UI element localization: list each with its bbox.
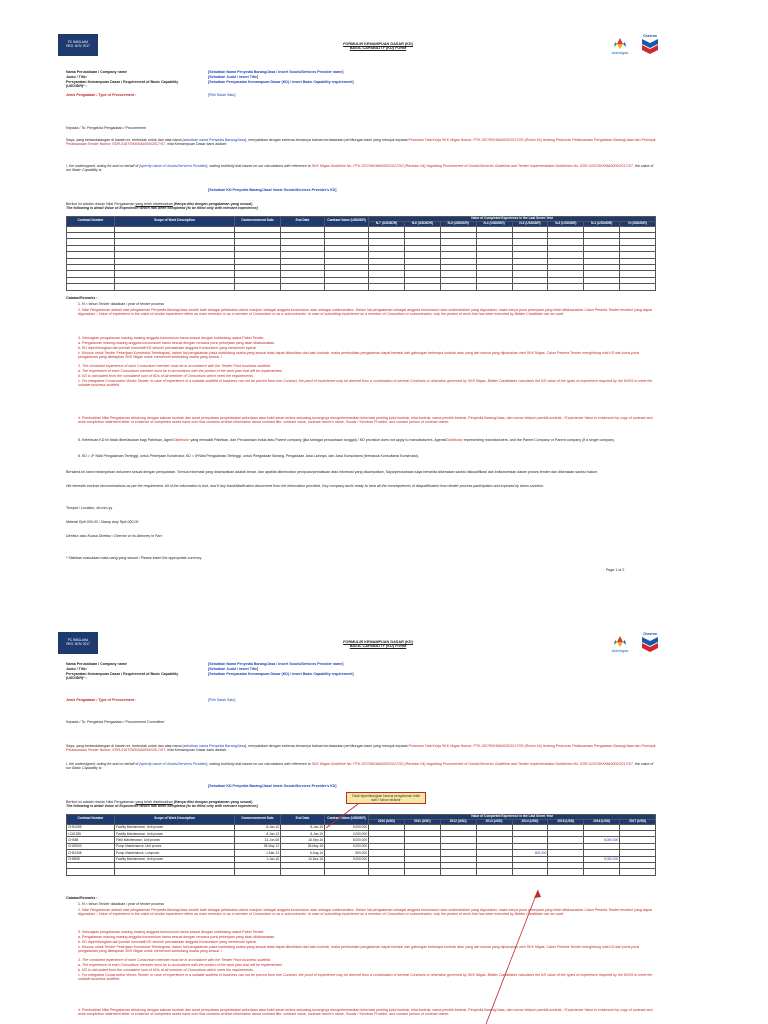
- closing-en: We herewith enclose documentations as per the requirement. All of the information is true, and if any fraud/falsification discovered from the information provided, I/my company am/is ready to bear all the consequences of disqualification from tender process participation and imposed by taken sanction.: [66, 484, 545, 488]
- remark-2-2: 2. Nilai Pengalaman adalah nilai pengalaman Penyedia Barang/Jasa sendiri baik sebagai pelaksana utama maupun sebagai anggota konsorsium atau sebagai subkontraktor. Dalam hal pengalaman sebagai anggota konsorsium atau subkontraktor yang digunakan, maka hanya porsi pekerjaan yang telah dilaksanakan Calon Peserta Tender tersebut yang dapat digunakan. / Value of experience is the value of similar experience either as main executor or as a member of Consortium or as a subcontractor. In case of submitting experience as a member of Consortium or subcontractor, only the portion of work that has been executed by Bidder Candidate can be used.: [78, 908, 652, 917]
- remark-4: 4. Pembuktian Nilai Pengalaman didukung dengan salinan kontrak dan surat pernyataan penyelesaian pekerjaan atau bukti serah terima sekurang-kurangnya menginformasikan informasi penting judul kontrak, nilai kontrak, nama pemilik kontrak, Penyedia Barang/Jasa, dan nomor telepon pemilik kontrak. / Experience Value is evidenced by copy of contract and work completion statement letter or evidence of completed works hand over that contains at least information about contract title, contract value, contract owner's name, Goods / Services Provider, and contact person of contract owner.: [78, 416, 653, 425]
- col-year: 2012 (USD): [440, 819, 476, 824]
- arrow-head-icon: [534, 890, 541, 898]
- statement-id-2: Saya, yang bertandatangan di bawah ini, bertindak untuk dan atas nama [sebutkan nama Penyedia Barang/Jasa], menyatakan dengan sebenar-benarnya bahwa berdasarkan perhitungan kami yang merujuk kepada Pedoman Tata Kerja SKK Migas Nomor: PTK-007/SKKMA0000/2017/S0 (Revisi 04) tentang Pedoman Pelaksanaan Pengadaan Barang/Jasa dan Petunjuk Pelaksanaan Tender Nomor: EDR-0167/SKKMA0000/2017/S7, nilai Kemampuan Dasar kami adalah:: [66, 744, 656, 753]
- table-cell[interactable]: [512, 284, 548, 290]
- remark-3c-en-2: c. For integrated Construction Works Tender, in case of experience in a suitable subfield of business can not be proven from one Contract, the proof of experience may be derived from a combination of several Contracts or otherwise governed by SKK Migas. Bidder Candidates calculates the KD value of the types of experience required by the KKKS to meet the suitable business subfield.: [78, 973, 653, 982]
- svg-text:skkmigas: skkmigas: [611, 648, 629, 653]
- cell-no[interactable]: LC61285: [67, 830, 115, 836]
- annotation-arrows: [58, 628, 665, 1024]
- cell-value[interactable]: 5,000,000: [325, 824, 369, 830]
- table-cell[interactable]: [369, 284, 405, 290]
- table-cell[interactable]: [325, 284, 369, 290]
- procurement-type-select-2[interactable]: [Pilih Salah Satu]: [208, 698, 236, 702]
- remark-3-en-2: 3. The combined experience of each Consortium member must be in accordance with the Tender Pack business subfield.: [78, 958, 271, 962]
- remark-3a-en: a. The experience of each Consortium member must be in accordance with the portion of the work plan that will be implemented.: [78, 369, 283, 373]
- col-end-date: End Date: [281, 815, 325, 825]
- table-cell[interactable]: [620, 284, 656, 290]
- table-cell[interactable]: [584, 284, 620, 290]
- col-year: N (USD/IDR): [620, 221, 656, 226]
- remark-3a-en-2: a. The experience of each Consortium member must be in accordance with the portion of the work plan that will be implemented.: [78, 963, 283, 967]
- stamp-duty: Meterai Rp6.000,00 / Stamp duty Rp6.000,00: [66, 520, 139, 524]
- svg-text:skkmigas: skkmigas: [611, 50, 629, 55]
- cell-value[interactable]: 2,000,000: [325, 830, 369, 836]
- col-year: N-2 (USD/IDR): [548, 221, 584, 226]
- procurement-type-label-2: Jenis Pengadaan / Type of Procurement :: [66, 698, 137, 702]
- cell-scope[interactable]: Facility Maintenance, Unit proses: [115, 856, 235, 862]
- remark-3b: b. KD diperhitungkan dari jumlah kumulatif KD seluruh perusahaan anggota Konsorsium yang memenuhi syarat.: [78, 346, 257, 350]
- cell-end[interactable]: 28-May-18: [281, 843, 325, 849]
- cell-start[interactable]: 1-Mar-13: [235, 850, 281, 856]
- cell-scope[interactable]: Pump Maintenance, Unit proses: [115, 843, 235, 849]
- col-commencement: Commencement Date: [235, 217, 281, 227]
- remark-5: 5. Ketentuan KD ini tidak diberlakukan bagi Pabrikan, Agen/Distributor yang mewakili Pabrikan, dan Perusahaan Induk atau Parent company (jika sebagai perusahaan tunggal) / KD provision does not apply to manufacturers, Agents/Distributor representing manufacturers, and the Parent Company or Parent company (if a single company.: [78, 438, 615, 442]
- svg-text:Chevron: Chevron: [643, 34, 657, 38]
- col-year: N-7 (USD/IDR): [369, 221, 405, 226]
- cell-year-value[interactable]: 800,000: [512, 850, 548, 856]
- table-cell[interactable]: [235, 284, 281, 290]
- arrow-line: [486, 890, 538, 1024]
- remark-3-intro: 3. Sebuagian pengalaman masing-masing anggota konsorsium harus sesuai dengan subbidang usaha Paket Tender.: [78, 336, 265, 340]
- remark-3b-2: b. KD diperhitungkan dari jumlah kumulatif KD seluruh perusahaan anggota Konsorsium yang memenuhi syarat.: [78, 940, 257, 944]
- callout-note: Tidak diperhitungkan karena pengalaman lebih dari 7 tahun terakhir: [346, 792, 426, 804]
- remark-3a: a. Pengalaman masing-masing anggota konsorsium harus sesuai dengan rencana porsi pekerjaan yang akan dilaksanakan.: [78, 341, 276, 345]
- table-row: [67, 284, 656, 290]
- form-title: [258, 42, 498, 50]
- col-year: 2016 (USD): [584, 819, 620, 824]
- cell-start[interactable]: 8-Jan-10: [235, 824, 281, 830]
- col-contract-number: Contract Number: [67, 217, 115, 227]
- logos: [603, 32, 663, 56]
- remark-3-en: 3. The combined experience of each Consortium member must be in accordance with the Tender Pack business subfield.: [78, 364, 271, 368]
- title-label: Judul / Title:: [66, 75, 88, 79]
- col-year: 2010 (USD): [369, 819, 405, 824]
- remark-3b-en-2: b. KD is calculated from the cumulative sum of KDs of all member of Consortium which meet the requirements.: [78, 968, 254, 972]
- chevron-logo-icon: [639, 32, 661, 54]
- page-header: [58, 30, 665, 56]
- col-contract-number: Contract Number: [67, 815, 115, 825]
- cell-no[interactable]: CHS85: [67, 837, 115, 843]
- table-cell[interactable]: [404, 284, 440, 290]
- form-title-en-2: BASIC CAPABILITY (KD) FORM: [349, 644, 407, 649]
- col-group-experience: Value of Completed Experience in the Last Seven Year: [369, 217, 656, 222]
- remark-2: 2. Nilai Pengalaman adalah nilai pengalaman Penyedia Barang/Jasa sendiri baik sebagai pelaksana utama maupun sebagai anggota konsorsium atau sebagai subkontraktor. Dalam hal pengalaman sebagai anggota konsorsium atau subkontraktor yang digunakan, maka hanya porsi pekerjaan yang telah dilaksanakan Calon Peserta Tender tersebut yang dapat digunakan. / Value of experience is the value of similar experience either as main executor or as a member of Consortium or as a subcontractor. In case of submitting experience as a member of Consortium or subcontractor, only the portion of work that has been executed by Bidder Candidate can be used.: [78, 308, 652, 317]
- procurement-type-label: Jenis Pengadaan / Type of Procurement :: [66, 93, 137, 97]
- table-cell[interactable]: [548, 284, 584, 290]
- footnote: * Silahkan masukkan mata uang yang sesuai / Please insert the appropriate currency: [66, 556, 202, 560]
- cell-end[interactable]: 5-Aug-15: [281, 850, 325, 856]
- company-logo-box-2: PC IMIGLAHA REG. NOV 2017: [58, 632, 98, 654]
- form-title-en: BASIC CAPABILITY (KD) FORM: [349, 46, 407, 51]
- col-year: N-5 (USD/IDR): [440, 221, 476, 226]
- cell-scope[interactable]: Field Maintenance, Unit proses: [115, 837, 235, 843]
- table-cell[interactable]: [440, 284, 476, 290]
- cell-year-value[interactable]: 9,000,000: [584, 856, 620, 862]
- remark-3b-en: b. KD is calculated from the cumulative sum of KDs of all member of Consortium which meet the requirements.: [78, 374, 254, 378]
- cell-no[interactable]: CH51358: [67, 850, 115, 856]
- remark-3-intro-2: 3. Sebuagian pengalaman masing-masing anggota konsorsium harus sesuai dengan subbidang usaha Paket Tender.: [78, 930, 265, 934]
- cell-end[interactable]: 10-Dec-16: [281, 856, 325, 862]
- table-cell[interactable]: [67, 284, 115, 290]
- col-contract-value: Contract Value (USD/IDR): [325, 815, 369, 825]
- remarks-title: Catatan/Remarks :: [66, 296, 98, 300]
- form-title-id: FORMULIR KEMAMPUAN DASAR (KD): [343, 42, 413, 46]
- col-year: N-3 (USD/IDR): [512, 221, 548, 226]
- title-label-2: Judul / Title:: [66, 667, 88, 671]
- requirement-label: Persyaratan Kemampuan Dasar / Requirement of Basic Capability (USD/IDR)* :: [66, 80, 179, 88]
- cell-no[interactable]: CH25533: [67, 843, 115, 849]
- cell-no[interactable]: CH9898: [67, 856, 115, 862]
- remark-3c: c. Khusus untuk Tender Pekerjaan Konstruksi Terintegrasi, dalam hal pengalaman pada subbidang usaha yang sesuai tidak dapat dibuktikan dari satu kontrak, maka pembuktian pengalaman dapat berasal dari gabungan beberapa kontrak atau yang lain sesuai yang diputuskan oleh SKK Migas. Calon Peserta Tender menghitung nilai KD dari porsi-porsi pengalaman yang ditetapkan SKK Migas untuk memenuhi subbidang usaha yang sesuai. /: [78, 351, 640, 360]
- company-label-2: Nama Perusahaan / Company name: [66, 662, 127, 666]
- col-scope: Scope of Work Description: [115, 217, 235, 227]
- table-cell[interactable]: [115, 284, 235, 290]
- requirement-label-2: Persyaratan Kemampuan Dasar / Requirement of Basic Capability (USD/IDR)* :: [66, 672, 179, 680]
- col-year: N-6 (USD/IDR): [404, 221, 440, 226]
- cell-no[interactable]: CH91285: [67, 824, 115, 830]
- company-logo-box: PC IMIGLAHA REG. NOV 2017: [58, 34, 98, 56]
- procurement-type-select[interactable]: [Pilih Salah Satu]: [208, 93, 236, 97]
- title-value-2[interactable]: [Sebutkan Judul / insert Title]: [208, 667, 259, 671]
- cell-end[interactable]: 8-Jan-15: [281, 830, 325, 836]
- page-number: Page 1 of 2: [606, 568, 625, 572]
- requirement-value[interactable]: [Sebutkan Persyaratan Kemampuan Dasar (KD) / insert Basic Capability requirement]: [208, 80, 354, 84]
- statement-en-2: I, the undersigned, acting for and on behalf of [specify name of Goods/Services Provider], stating truthfully that based on our calculations with reference to SKK Migas Guideline No. PTK-007/SKKMA0000/2017/S0 (Revision 04) regarding Procurement of Goods/Services Guideline and Tender Implementation Guidelines No. EDR-0167/SKKMA0000/2017/S7, the value of our Basic Capability is:: [66, 762, 654, 771]
- remark-6: 6. KD = 3* Nilai Pengalaman Tertinggi, untuk Pekerjaan Konstruksi; KD = 5*Nilai Pengalaman Tertinggi, untuk Pengadaan Barang, Pengadaan Jasa Lainnya, dan Jasa Konsultansi (termasuk Konsultansi Konstruksi).: [78, 454, 420, 458]
- cell-scope[interactable]: Facility Maintenance, Unit proses: [115, 830, 235, 836]
- col-group-experience: Value of Completed Experience in the Last Seven Year: [369, 815, 656, 820]
- col-year: 2014 (USD): [512, 819, 548, 824]
- cell-scope[interactable]: Facility Maintenance, Unit proses: [115, 824, 235, 830]
- recipient: Kepada / To: Pengelola Pengadaan / Procurement: [66, 126, 147, 130]
- statement-en: I, the undersigned, acting for and on behalf of [specify name of Goods/Services Provider], stating truthfully that based on our calculations with reference to SKK Migas Guideline No. PTK-007/SKKMA0000/2017/S0 (Revision 04) regarding Procurement of Goods/Services Guideline and Tender Implementation Guidelines No. EDR-0167/SKKMA0000/2017/S7, the value of our Basic Capability is:: [66, 164, 654, 173]
- col-year: N-1 (USD/IDR): [584, 221, 620, 226]
- skkmigas-logo-icon: [605, 36, 635, 56]
- cell-value[interactable]: 8,000,000: [325, 837, 369, 843]
- company-value-2[interactable]: [Sebutkan Nama Penyedia Barang/Jasa / insert Goods/Services Provider name]: [208, 662, 344, 666]
- title-value[interactable]: [Sebutkan Judul / insert Title]: [208, 75, 259, 79]
- table-cell[interactable]: [281, 284, 325, 290]
- cell-start[interactable]: 1-Jan-16: [235, 856, 281, 862]
- statement-id: Saya, yang bertandatangan di bawah ini, bertindak untuk dan atas nama [sebutkan nama Penyedia Barang/Jasa], menyatakan dengan sebenar-benarnya bahwa berdasarkan perhitungan kami yang merujuk kepada Pedoman Tata Kerja SKK Migas Nomor: PTK-007/SKKMA0000/2017/S0 (Revisi 04) tentang Pedoman Pelaksanaan Pengadaan Barang/Jasa dan Petunjuk Pelaksanaan Tender Nomor: EDR-0167/SKKMA0000/2017/S7, nilai Kemampuan Dasar kami adalah:: [66, 138, 656, 147]
- cell-end[interactable]: 18-Sep-16: [281, 837, 325, 843]
- remark-4-2: 4. Pembuktian Nilai Pengalaman didukung dengan salinan kontrak dan surat pernyataan penyelesaian pekerjaan atau bukti serah terima sekurang-kurangnya menginformasikan informasi penting judul kontrak, nilai kontrak, nama pemilik kontrak, Penyedia Barang/Jasa, dan nomor telepon pemilik kontrak. / Experience Value is evidenced by copy of contract and work completion statement letter or evidence of completed works hand over that contains at least information about contract title, contract value, contract owner's name, Goods / Services Provider, and contact person of contract owner.: [78, 1008, 653, 1017]
- col-contract-value: Contract Value (USD/IDR): [325, 217, 369, 227]
- remark-3a-2: a. Pengalaman masing-masing anggota konsorsium harus sesuai dengan rencana porsi pekerjaan yang akan dilaksanakan.: [78, 935, 276, 939]
- recipient-2: Kepada / To: Pengelola Pengadaan / Procurement Committee: [66, 720, 165, 724]
- cell-year-value[interactable]: 8,000,000: [584, 837, 620, 843]
- closing-id: Bersama ini kami melampirkan dokumen sesuai dengan persyaratan. Semua informasi yang disampaikan adalah benar, dan apabila dikemudian penipuan/pemalsuan atas informasi yang disampaikan, Saya/perusahaan saya bersedia dikenakan sanksi diskualifikasi dari keikutsertaan dalam proses tender dan dikenakan sanksi hukum.: [66, 470, 599, 474]
- remarks-title-2: Catatan/Remarks :: [66, 896, 98, 900]
- page-2: [58, 628, 665, 1024]
- cell-value[interactable]: 5,000,000: [325, 843, 369, 849]
- col-year: N-4 (USD/IDR): [476, 221, 512, 226]
- col-year: 2011 (USD): [404, 819, 440, 824]
- form-title-id-2: FORMULIR KEMAMPUAN DASAR (KD): [343, 640, 413, 644]
- experience-table: [66, 216, 656, 291]
- signature-place: Tempat / Location, dd-mm-yy: [66, 506, 113, 510]
- cell-start[interactable]: 28-May-12: [235, 843, 281, 849]
- cell-start[interactable]: 8-Jan-13: [235, 830, 281, 836]
- svg-text:Chevron: Chevron: [643, 632, 657, 636]
- kd-value[interactable]: [Sebutkan KD Penyedia Barang/Jasa/ insert Goods/Services Provider's KD]: [208, 188, 337, 192]
- col-scope: Scope of Work Description: [115, 815, 235, 825]
- col-year: 2017 (USD): [620, 819, 656, 824]
- cell-scope[interactable]: Pump Maintenance, Lumpsum: [115, 850, 235, 856]
- remark-3c-en: c. For integrated Construction Works Tender, in case of experience in a suitable subfield of business can not be proven from one Contract, the proof of experience may be derived from a combination of several Contracts or otherwise governed by SKK Migas. Bidder Candidates calculates the KD value of the types of experience required by the KKKS to meet the suitable business subfield.: [78, 379, 653, 388]
- cell-start[interactable]: 13-Jun-08: [235, 837, 281, 843]
- col-commencement: Commencement Date: [235, 815, 281, 825]
- requirement-value-2[interactable]: [Sebutkan Persyaratan Kemampuan Dasar (KD) / insert Basic Capability requirement]: [208, 672, 354, 676]
- director-line: Direktur atau Kuasa Direktur / Director or Its Attorney in Fact: [66, 534, 162, 538]
- table-intro: Berikut ini adalah rincian Nilai Pengalaman yang telah diselesaikan (Hanya diisi dengan pengalaman yang sesuai) The following is detail Value of Experience which has been completed (to be filled only with relevant experience): [66, 202, 258, 211]
- remark-1-2: 1. N = tahun Tender diadakan / year of tender process: [78, 902, 164, 906]
- kd-value-2[interactable]: [Sebutkan KD Penyedia Barang/Jasa/ insert Goods/Services Provider's KD]: [208, 784, 337, 788]
- company-value[interactable]: [Sebutkan Nama Penyedia Barang/Jasa / insert Goods/Services Provider name]: [208, 70, 344, 74]
- col-year: 2013 (USD): [476, 819, 512, 824]
- cell-value[interactable]: 800,000: [325, 850, 369, 856]
- remark-3c-2: c. Khusus untuk Tender Pekerjaan Konstruksi Terintegrasi, dalam hal pengalaman pada subbidang usaha yang sesuai tidak dapat dibuktikan dari satu kontrak, maka pembuktian pengalaman dapat berasal dari gabungan beberapa kontrak atau yang lain sesuai yang diputuskan oleh SKK Migas. Calon Peserta Tender menghitung nilai KD dari porsi-porsi pengalaman yang ditetapkan SKK Migas untuk memenuhi subbidang usaha yang sesuai. /: [78, 945, 640, 954]
- table-cell[interactable]: [476, 284, 512, 290]
- cell-value[interactable]: 9,000,000: [325, 856, 369, 862]
- company-label: Nama Perusahaan / Company name: [66, 70, 127, 74]
- table-intro-2: Berikut ini adalah rincian Nilai Pengalaman yang telah diselesaikan (Hanya diisi dengan pengalaman yang sesuai) The following is detail Value of Experience which has been completed (to be filled only with relevant experience): [66, 800, 258, 809]
- col-end-date: End Date: [281, 217, 325, 227]
- col-year: 2015 (USD): [548, 819, 584, 824]
- remark-1: 1. N = tahun Tender diadakan / year of tender process: [78, 302, 164, 306]
- cell-end[interactable]: 8-Jan-15: [281, 824, 325, 830]
- page-1: [58, 30, 665, 630]
- arrow-line: [326, 804, 358, 828]
